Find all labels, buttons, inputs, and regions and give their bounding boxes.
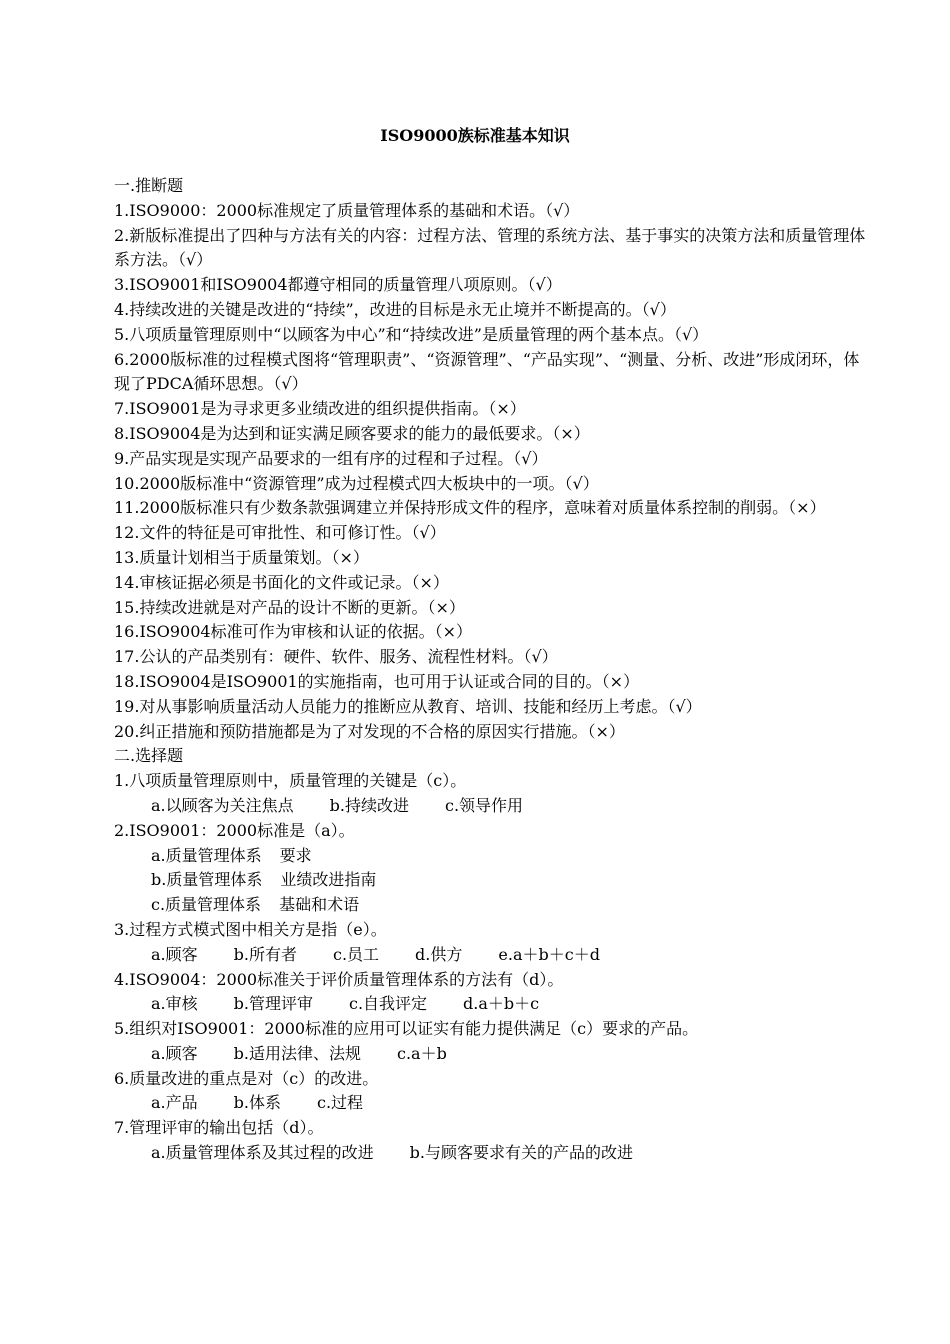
choice-option: d.a＋b＋c xyxy=(463,994,540,1014)
judgment-item: 10.2000版标准中“资源管理”成为过程模式四大板块中的一项。（√） xyxy=(114,473,599,493)
choice-question: 4.ISO9004：2000标准关于评价质量管理体系的方法有（d）。 xyxy=(114,969,564,989)
choice-option-detail: 要求 xyxy=(279,845,312,865)
choice-option: d.供方 xyxy=(415,944,463,964)
choice-option: c.领导作用 xyxy=(444,795,524,815)
choice-option: b.与顾客要求有关的产品的改进 xyxy=(409,1143,633,1163)
choice-option: b.质量管理体系 xyxy=(151,870,263,890)
choice-option: a.质量管理体系及其过程的改进 xyxy=(151,1143,374,1163)
judgment-item: 16.ISO9004标准可作为审核和认证的依据。（×） xyxy=(114,622,472,642)
choice-option: b.体系 xyxy=(233,1093,281,1113)
judgment-item: 6.2000版标准的过程模式图将“管理职责”、“资源管理”、“产品实现”、“测量、分析、改进”形成闭环，体现了PDCA循环思想。（√） xyxy=(114,349,860,394)
choice-option: c.自我评定 xyxy=(348,994,428,1014)
judgment-item: 14.审核证据必须是书面化的文件或记录。（×） xyxy=(114,572,449,592)
choice-option: a.顾客 xyxy=(151,1043,198,1063)
choice-options xyxy=(114,1042,874,1067)
judgment-item: 11.2000版标准只有少数条款强调建立并保持形成文件的程序，意味着对质量体系控制的削弱。（×） xyxy=(114,498,826,518)
choice-option: a.审核 xyxy=(151,994,198,1014)
choice-option: c.过程 xyxy=(316,1093,364,1113)
judgment-item: 1.ISO9000：2000标准规定了质量管理体系的基础和术语。（√） xyxy=(114,200,580,220)
choice-question: 6.质量改进的重点是对（c）的改进。 xyxy=(114,1068,379,1088)
choice-options xyxy=(114,1091,874,1116)
choice-option: a.顾客 xyxy=(151,944,198,964)
choice-option: c.员工 xyxy=(332,944,380,964)
document-body xyxy=(114,174,874,1166)
choice-option: c.a＋b xyxy=(396,1043,447,1063)
judgment-item: 18.ISO9004是ISO9001的实施指南，也可用于认证或合同的目的。（×） xyxy=(114,671,640,691)
judgment-item: 9.产品实现是实现产品要求的一组有序的过程和子过程。（√） xyxy=(114,448,548,468)
choice-option: b.所有者 xyxy=(233,944,297,964)
choice-option-line xyxy=(114,844,874,869)
choice-options xyxy=(114,992,874,1017)
judgment-item: 15.持续改进就是对产品的设计不断的更新。（×） xyxy=(114,597,465,617)
choice-question: 5.组织对ISO9001：2000标准的应用可以证实有能力提供满足（c）要求的产品。 xyxy=(114,1019,699,1039)
choice-option: c.质量管理体系 xyxy=(151,895,262,915)
judgment-item: 8.ISO9004是为达到和证实满足顾客要求的能力的最低要求。（×） xyxy=(114,423,590,443)
section-heading-choice: 二.选择题 xyxy=(114,746,184,766)
judgment-item: 12.文件的特征是可审批性、和可修订性。（√） xyxy=(114,523,446,543)
choice-option-detail: 业绩改进指南 xyxy=(280,870,377,890)
choice-option-line xyxy=(114,893,874,918)
judgment-item: 2.新版标准提出了四种与方法有关的内容：过程方法、管理的系统方法、基于事实的决策方法和质量管理体系方法。（√） xyxy=(114,225,866,270)
choice-option: a.质量管理体系 xyxy=(151,845,262,865)
judgment-item: 20.纠正措施和预防措施都是为了对发现的不合格的原因实行措施。（×） xyxy=(114,721,625,741)
judgment-item: 5.八项质量管理原则中“以顾客为中心”和“持续改进”是质量管理的两个基本点。（√） xyxy=(114,324,709,344)
judgment-item: 7.ISO9001是为寻求更多业绩改进的组织提供指南。（×） xyxy=(114,399,526,419)
judgment-item: 17.公认的产品类别有：硬件、软件、服务、流程性材料。（√） xyxy=(114,647,558,667)
choice-option: b.适用法律、法规 xyxy=(233,1043,361,1063)
judgment-item: 3.ISO9001和ISO9004都遵守相同的质量管理八项原则。（√） xyxy=(114,275,562,295)
choice-question: 3.过程方式模式图中相关方是指（e）。 xyxy=(114,919,387,939)
choice-options xyxy=(114,794,874,819)
choice-option: b.管理评审 xyxy=(233,994,313,1014)
choice-question: 2.ISO9001：2000标准是（a）。 xyxy=(114,820,355,840)
choice-option: a.以顾客为关注焦点 xyxy=(151,795,294,815)
choice-options xyxy=(114,943,874,968)
judgment-item: 19.对从事影响质量活动人员能力的推断应从教育、培训、技能和经历上考虑。（√） xyxy=(114,696,702,716)
section-heading-judgment: 一.推断题 xyxy=(114,176,184,195)
choice-option: b.持续改进 xyxy=(329,795,409,815)
choice-option-line xyxy=(114,868,874,893)
choice-question: 7.管理评审的输出包括（d）。 xyxy=(114,1118,324,1138)
choice-option: a.产品 xyxy=(151,1093,198,1113)
document-title: ISO9000族标准基本知识 xyxy=(380,126,570,145)
choice-option-detail: 基础和术语 xyxy=(279,895,360,915)
choice-question: 1.八项质量管理原则中，质量管理的关键是（c）。 xyxy=(114,771,467,791)
judgment-item: 4.持续改进的关键是改进的“持续”，改进的目标是永无止境并不断提高的。（√） xyxy=(114,299,676,319)
choice-options xyxy=(114,1141,874,1166)
choice-option: e.a＋b＋c＋d xyxy=(498,944,600,964)
judgment-item: 13.质量计划相当于质量策划。（×） xyxy=(114,547,369,567)
